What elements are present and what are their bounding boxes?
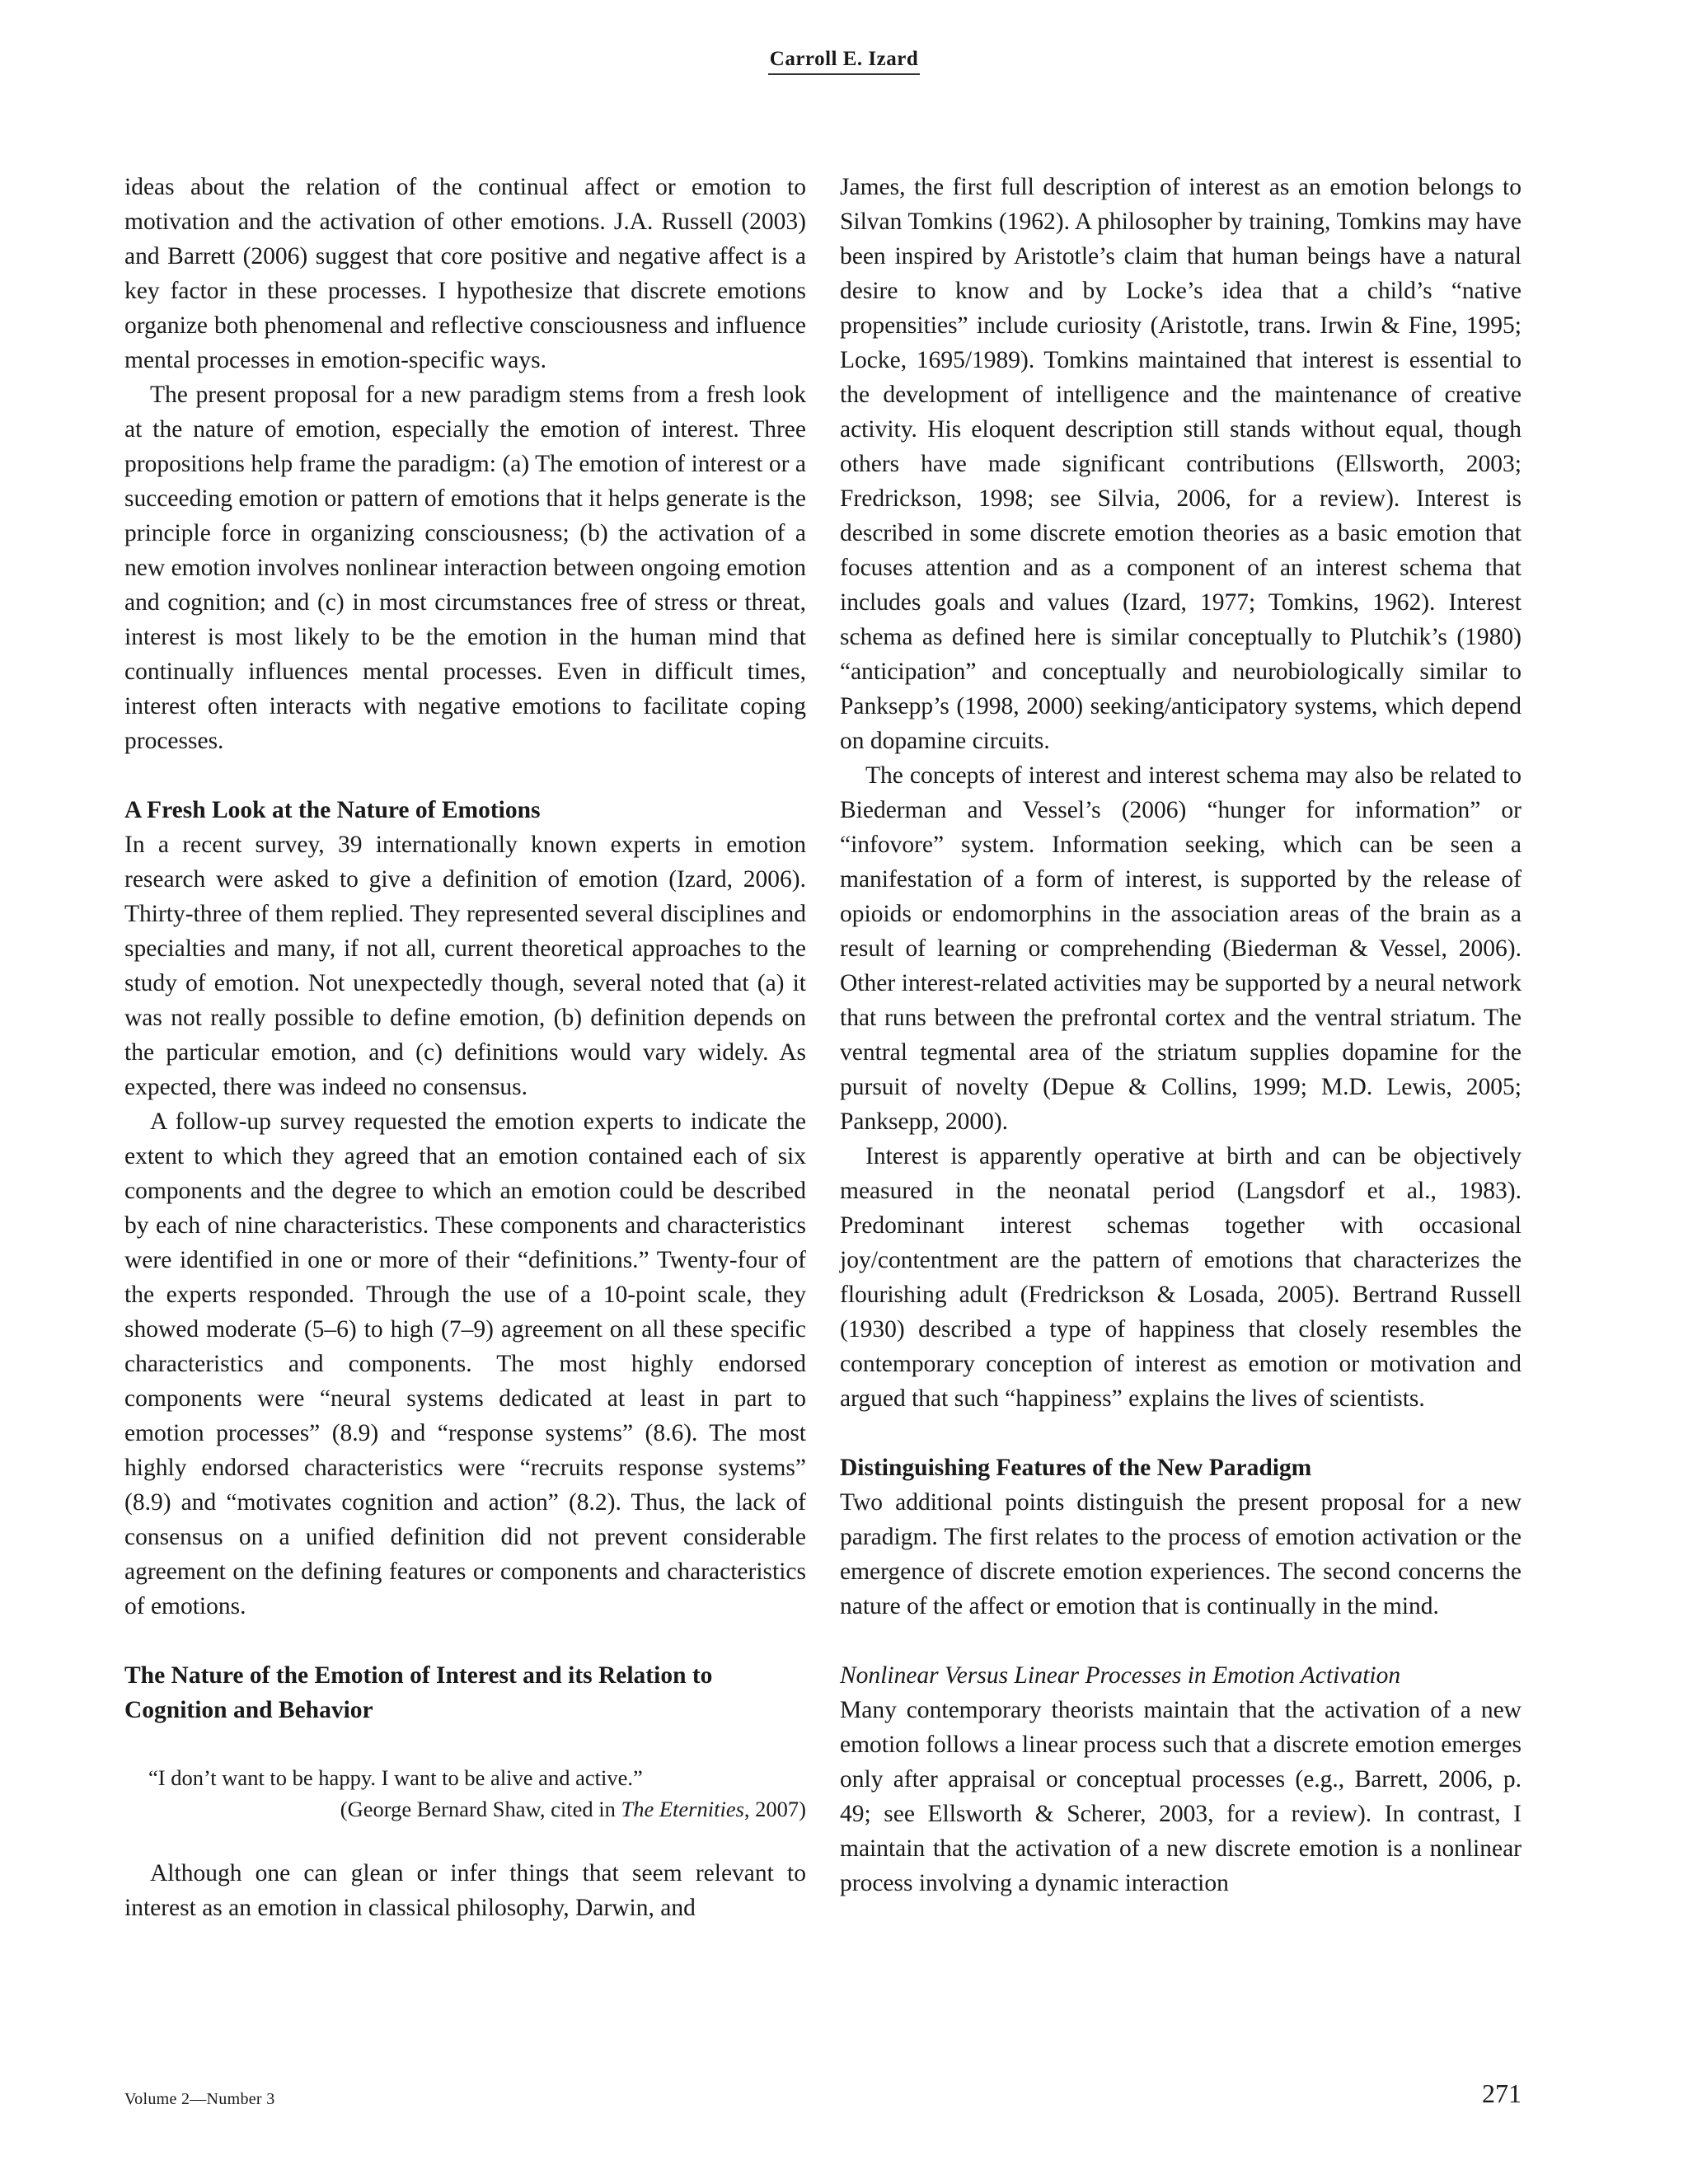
- subsection-heading: Nonlinear Versus Linear Processes in Emotion Activation: [840, 1662, 1401, 1689]
- section-heading: Distinguishing Features of the New Paradigm: [840, 1455, 1312, 1481]
- section-heading: A Fresh Look at the Nature of Emotions: [124, 797, 541, 823]
- running-head: [0, 48, 1688, 75]
- section-heading: The Nature of the Emotion of Interest and its Relation to Cognition and Behavior: [124, 1662, 713, 1723]
- footer-volume: Volume 2—Number 3: [124, 2090, 275, 2108]
- paragraph: A follow-up survey requested the emotion experts to indicate the extent to which they agreed that an emotion contained each of six components and the degree to which an emotion could be described by each of nine characteristics. These components and characteristics were identified in one or more of their “definitions.” Twenty-four of the experts responded. Through the use of a 10-point scale, they showed moderate (5–6) to high (7–9) agreement on all these specific characteristics and components. The most highly endorsed components were “neural systems dedicated at least in part to emotion processes” (8.9) and “response systems” (8.6). The most highly endorsed characteristics were “recruits response systems” (8.9) and “motivates cognition and action” (8.2). Thus, the lack of consensus on a unified definition did not prevent considerable agreement on the defining features or components and characteristics of emotions.: [124, 1108, 806, 1619]
- epigraph-cite-post: , 2007): [743, 1797, 806, 1821]
- epigraph-quote: “I don’t want to be happy. I want to be alive and active.”: [148, 1765, 643, 1790]
- paragraph: The present proposal for a new paradigm stems from a fresh look at the nature of emotion, especially the emotion of interest. Three propositions help frame the paradigm: (a) The emotion of interest or a succeeding emotion or pattern of emotions that it helps generate is the principle force in organizing consciousness; (b) the activation of a new emotion involves nonlinear interaction between ongoing emotion and cognition; and (c) in most circumstances free of stress or threat, interest is most likely to be the emotion in the human mind that continually influences mental processes. Even in difficult times, interest often interacts with negative emotions to facilitate coping processes.: [124, 382, 806, 754]
- author-name: Carroll E. Izard: [768, 48, 920, 75]
- left-column: [124, 170, 806, 1925]
- paragraph: The concepts of interest and interest schema may also be related to Biederman and Vessel’s (2006) “hunger for information” or “infovore” system. Information seeking, which can be seen a manifestation of a form of interest, is supported by the release of opioids or endomorphins in the association areas of the brain as a result of learning or comprehending (Biederman & Vessel, 2006). Other interest-related activities may be supported by a neural network that runs between the prefrontal cortex and the ventral striatum. The ventral tegmental area of the striatum supplies dopamine for the pursuit of novelty (Depue & Collins, 1999; M.D. Lewis, 2005; Panksepp, 2000).: [840, 762, 1522, 1135]
- right-column: [840, 170, 1522, 1900]
- epigraph: [124, 1762, 806, 1825]
- epigraph-cite-pre: (George Bernard Shaw, cited in: [340, 1797, 621, 1821]
- paragraph: Two additional points distinguish the present proposal for a new paradigm. The first relates to the process of emotion activation or the emergence of discrete emotion experiences. The second concerns the nature of the affect or emotion that is continually in the mind.: [840, 1489, 1522, 1619]
- paragraph: ideas about the relation of the continual affect or emotion to motivation and the activation of other emotions. J.A. Russell (2003) and Barrett (2006) suggest that core positive and negative affect is a key factor in these processes. I hypothesize that discrete emotions organize both phenomenal and reflective consciousness and influence mental processes in emotion-specific ways.: [124, 174, 806, 373]
- paragraph: Although one can glean or infer things that seem relevant to interest as an emotion in classical philosophy, Darwin, and: [124, 1860, 806, 1921]
- page-number: 271: [1482, 2079, 1522, 2108]
- epigraph-citation: [124, 1793, 806, 1825]
- paragraph: James, the first full description of interest as an emotion belongs to Silvan Tomkins (1962). A philosopher by training, Tomkins may have been inspired by Aristotle’s claim that human beings have a natural desire to know and by Locke’s idea that a child’s “native propensities” include curiosity (Aristotle, trans. Irwin & Fine, 1995; Locke, 1695/1989). Tomkins maintained that interest is essential to the development of intelligence and the maintenance of creative activity. His eloquent description still stands without equal, though others have made significant contributions (Ellsworth, 2003; Fredrickson, 1998; see Silvia, 2006, for a review). Interest is described in some discrete emotion theories as a basic emotion that focuses attention and as a component of an interest schema that includes goals and values (Izard, 1977; Tomkins, 1962). Interest schema as defined here is similar conceptually to Plutchik’s (1980) “anticipation” and conceptually and neurobiologically similar to Panksepp’s (1998, 2000) seeking/anticipatory systems, which depend on dopamine circuits.: [840, 174, 1522, 754]
- paragraph: Interest is apparently operative at birth and can be objectively measured in the neonatal period (Langsdorf et al., 1983). Predominant interest schemas together with occasional joy/contentment are the pattern of emotions that characterizes the flourishing adult (Fredrickson & Losada, 2005). Bertrand Russell (1930) described a type of happiness that closely resembles the contemporary conception of interest as emotion or motivation and argued that such “happiness” explains the lives of scientists.: [840, 1143, 1522, 1412]
- epigraph-cite-title: The Eternities: [621, 1797, 744, 1821]
- paragraph: Many contemporary theorists maintain that the activation of a new emotion follows a linear process such that a discrete emotion emerges only after appraisal or conceptual processes (e.g., Barrett, 2006, p. 49; see Ellsworth & Scherer, 2003, for a review). In contrast, I maintain that the activation of a new discrete emotion is a nonlinear process involving a dynamic interaction: [840, 1697, 1522, 1896]
- paragraph: In a recent survey, 39 internationally known experts in emotion research were asked to give a definition of emotion (Izard, 2006). Thirty-three of them replied. They represented several disciplines and specialties and many, if not all, current theoretical approaches to the study of emotion. Not unexpectedly though, several noted that (a) it was not really possible to define emotion, (b) definition depends on the particular emotion, and (c) definitions would vary widely. As expected, there was indeed no consensus.: [124, 832, 806, 1100]
